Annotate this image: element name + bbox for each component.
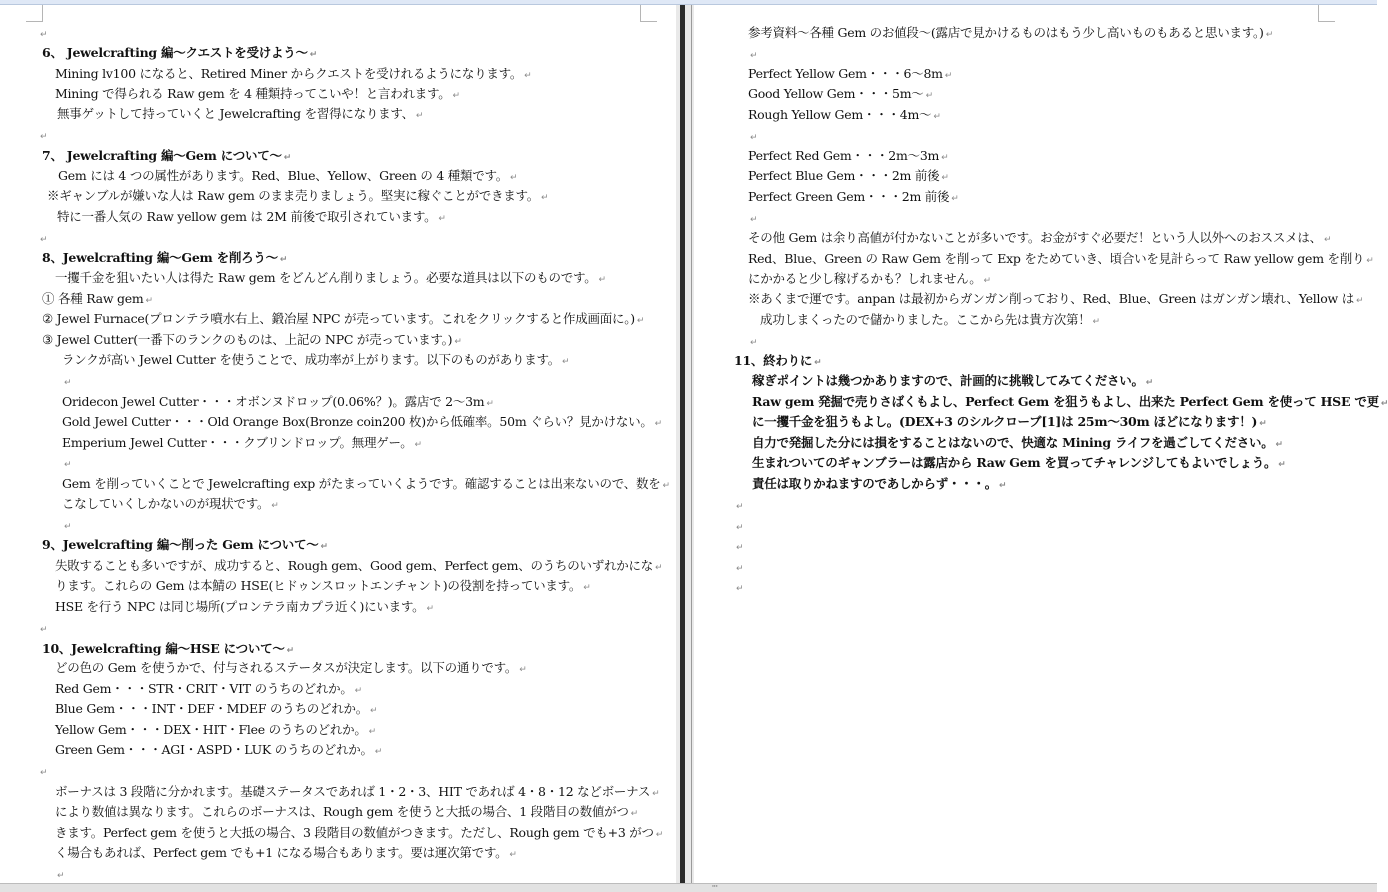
paragraph-mark-icon: ↵: [271, 501, 279, 511]
paragraph-mark-icon: ↵: [541, 193, 549, 203]
paragraph-mark-icon: ↵: [64, 378, 72, 388]
paragraph-mark-icon: ↵: [454, 337, 462, 347]
line-text: 8、Jewelcrafting 編～Gem を削ろう～: [42, 250, 278, 265]
text-line: [748, 146, 948, 166]
text-line: [748, 269, 991, 289]
line-text: ランクが高い Jewel Cutter を使うことで、成功率が上がります。以下のものがあります。: [62, 352, 560, 367]
line-text: Rough Yellow Gem・・・4m～: [748, 107, 932, 122]
text-line: [748, 166, 949, 186]
text-line: [55, 802, 638, 822]
text-line: [55, 843, 517, 863]
line-text: Mining lv100 になると、Retired Miner からクエストを受けれるようになります。: [55, 66, 523, 81]
line-text: に一攫千金を狙うもよし。(DEX+3 のシルクローブ[1]は 25m～30m ほどになります！): [752, 414, 1258, 429]
line-text: にかかると少し稼げるかも？しれません。: [748, 271, 982, 286]
text-line: [55, 782, 659, 802]
paragraph-mark-icon: ↵: [736, 502, 744, 512]
line-text: Red、Blue、Green の Raw Gem を削って Exp をためていき、頃合いを見計らって Raw yellow gem を削り: [748, 251, 1365, 266]
line-text: 11、終わりに: [734, 353, 813, 368]
paragraph-mark-icon: ↵: [426, 604, 434, 614]
paragraph-mark-icon: ↵: [951, 194, 959, 204]
text-line: [38, 228, 47, 248]
line-text: 自力で発掘した分には損をすることはないので、快適な Mining ライフを過ごしてください。: [752, 435, 1274, 450]
paragraph-mark-icon: ↵: [40, 235, 48, 245]
text-line: [748, 187, 959, 207]
text-line: [62, 371, 71, 391]
text-line: [734, 577, 743, 597]
line-text: ります。これらの Gem は本鯖の HSE(ヒドゥンスロットエンチャント)の役割を持っています。: [55, 578, 582, 593]
paragraph-mark-icon: ↵: [736, 543, 744, 553]
line-text: により数値は異なります。これらのボーナスは、Rough gem を使うと大抵の場合、1 段階目の数値がつ: [55, 804, 629, 819]
paragraph-mark-icon: ↵: [414, 440, 422, 450]
text-line: [760, 310, 1100, 330]
text-line: [38, 761, 47, 781]
paragraph-mark-icon: ↵: [519, 665, 527, 675]
line-text: く場合もあれば、Perfect gem でも+1 になる場合もあります。要は運次第です。: [55, 845, 508, 860]
text-line: [62, 350, 569, 370]
text-line: [734, 516, 743, 536]
paragraph-mark-icon: ↵: [583, 583, 591, 593]
text-line: [55, 556, 662, 576]
text-line: [55, 740, 382, 760]
text-line: [55, 658, 526, 678]
text-line: [57, 207, 446, 227]
paragraph-mark-icon: ↵: [925, 91, 933, 101]
text-line: [55, 576, 590, 596]
line-text: 成功しまくったので儲かりました。ここから先は貴方次第！: [760, 312, 1091, 327]
text-line: [748, 208, 757, 228]
text-line: [42, 43, 317, 63]
paragraph-mark-icon: ↵: [369, 706, 378, 716]
paragraph-mark-icon: ↵: [630, 809, 638, 819]
line-text: Gem を削っていくことで Jewelcrafting exp がたまっていくようです。確認することは出来ないので、数を: [62, 476, 661, 491]
line-text: Good Yellow Gem・・・5m～: [748, 86, 924, 101]
text-line: [62, 453, 71, 473]
margin-corner-mark: [640, 5, 657, 22]
line-text: Perfect Yellow Gem・・・6～8m: [748, 66, 943, 81]
paragraph-mark-icon: ↵: [1265, 30, 1273, 40]
text-line: [734, 351, 821, 371]
text-line: [734, 495, 743, 515]
paragraph-mark-icon: ↵: [662, 481, 670, 491]
paragraph-mark-icon: ↵: [944, 71, 953, 81]
line-text: Emperium Jewel Cutter・・・クブリンドロップ。無理ゲー。: [62, 435, 413, 450]
line-text: ボーナスは 3 段階に分かれます。基礎ステータスであれば 1・2・3、HIT であれば 4・8・12 などボーナス: [55, 784, 651, 799]
paragraph-mark-icon: ↵: [999, 481, 1007, 491]
line-text: 責任は取りかねますのであしからず・・・。: [752, 476, 998, 491]
paragraph-mark-icon: ↵: [354, 686, 362, 696]
text-line: [752, 474, 1006, 494]
paragraph-mark-icon: ↵: [655, 563, 663, 573]
text-line: [748, 289, 1363, 309]
text-line: [62, 494, 279, 514]
line-text: ② Jewel Furnace(プロンテラ噴水右上、鍛冶屋 NPC が売っています。これをクリックすると作成画面に。): [42, 311, 635, 326]
text-line: [42, 330, 462, 350]
paragraph-mark-icon: ↵: [415, 111, 424, 121]
line-text: Perfect Red Gem・・・2m～3m: [748, 148, 940, 163]
paragraph-mark-icon: ↵: [1278, 460, 1286, 470]
margin-corner-mark: [26, 5, 43, 22]
document-page-left[interactable]: [0, 5, 676, 883]
horizontal-scrollbar[interactable]: [0, 883, 1377, 892]
text-line: [748, 126, 757, 146]
paragraph-mark-icon: ↵: [1323, 235, 1332, 245]
text-line: [752, 453, 1286, 473]
paragraph-mark-icon: ↵: [374, 747, 382, 757]
paragraph-mark-icon: ↵: [1259, 419, 1267, 429]
paragraph-mark-icon: ↵: [438, 214, 446, 224]
paragraph-mark-icon: ↵: [57, 871, 65, 881]
text-line: [748, 105, 941, 125]
paragraph-mark-icon: ↵: [933, 112, 941, 122]
text-line: [752, 392, 1388, 412]
paragraph-mark-icon: ↵: [145, 296, 153, 306]
text-line: [42, 289, 153, 309]
paragraph-mark-icon: ↵: [654, 419, 662, 429]
line-text: 稼ぎポイントは幾つかありますので、計画的に挑戦してみてください。: [752, 373, 1144, 388]
paragraph-mark-icon: ↵: [510, 173, 518, 183]
paragraph-mark-icon: ↵: [736, 523, 744, 533]
text-line: [55, 679, 362, 699]
line-text: Mining で得られる Raw gem を 4 種類持ってこいや！と言われます。: [55, 86, 451, 101]
line-text: きます。Perfect gem を使うと大抵の場合、3 段階目の数値がつきます。ただし、Rough gem でも+3 がつ: [55, 825, 654, 840]
text-line: [42, 639, 294, 659]
scroll-grip-icon[interactable]: ''': [712, 884, 718, 892]
line-text: 9、Jewelcrafting 編～削った Gem について～: [42, 537, 319, 552]
text-line: [62, 474, 670, 494]
line-text: Perfect Green Gem・・・2m 前後: [748, 189, 950, 204]
paragraph-mark-icon: ↵: [309, 50, 318, 60]
text-line: [752, 371, 1153, 391]
line-text: ① 各種 Raw gem: [42, 291, 144, 306]
text-line: [47, 186, 548, 206]
paragraph-mark-icon: ↵: [652, 789, 660, 799]
margin-corner-mark: [1318, 5, 1335, 22]
paragraph-mark-icon: ↵: [40, 768, 48, 778]
text-line: [752, 412, 1267, 432]
paragraph-mark-icon: ↵: [736, 584, 744, 594]
text-line: [62, 433, 422, 453]
paragraph-mark-icon: ↵: [64, 522, 72, 532]
line-text: Perfect Blue Gem・・・2m 前後: [748, 168, 940, 183]
line-text: Yellow Gem・・・DEX・HIT・Flee のうちのどれか。: [55, 722, 367, 737]
paragraph-mark-icon: ↵: [1355, 296, 1364, 306]
paragraph-mark-icon: ↵: [486, 399, 494, 409]
text-line: [62, 392, 494, 412]
paragraph-mark-icon: ↵: [452, 91, 460, 101]
line-text: その他 Gem は余り高値が付かないことが多いです。お金がすぐ必要だ！という人以外へのおススメは、: [748, 230, 1322, 245]
line-text: 10、Jewelcrafting 編～HSE について～: [42, 641, 285, 656]
text-line: [748, 228, 1331, 248]
paragraph-mark-icon: ↵: [40, 30, 48, 40]
paragraph-mark-icon: ↵: [598, 275, 606, 285]
line-text: 7、 Jewelcrafting 編～Gem について～: [42, 148, 282, 163]
paragraph-mark-icon: ↵: [524, 71, 532, 81]
paragraph-mark-icon: ↵: [636, 316, 645, 326]
paragraph-mark-icon: ↵: [1275, 440, 1283, 450]
paragraph-mark-icon: ↵: [40, 625, 48, 635]
line-text: ③ Jewel Cutter(一番下のランクのものは、上記の NPC が売っています。): [42, 332, 453, 347]
paragraph-mark-icon: ↵: [1380, 399, 1388, 409]
line-text: Blue Gem・・・INT・DEF・MDEF のうちのどれか。: [55, 701, 368, 716]
text-line: [748, 23, 1273, 43]
page-shadow-bar: [680, 5, 685, 883]
text-line: [42, 309, 644, 329]
text-line: [42, 535, 328, 555]
text-line: [62, 412, 662, 432]
text-line: [748, 331, 757, 351]
paragraph-mark-icon: ↵: [40, 132, 48, 142]
line-text: Gem には 4 つの属性があります。Red、Blue、Yellow、Green の 4 種類です。: [58, 168, 509, 183]
line-text: こなしていくしかないのが現状です。: [62, 496, 270, 511]
paragraph-mark-icon: ↵: [561, 357, 570, 367]
text-line: [748, 64, 952, 84]
text-line: [748, 249, 1374, 269]
line-text: 特に一番人気の Raw yellow gem は 2M 前後で取引されています。: [57, 209, 437, 224]
paragraph-mark-icon: ↵: [368, 727, 376, 737]
line-text: ※あくまで運です。anpan は最初からガンガン削っており、Red、Blue、Green はガンガン壊れ、Yellow は: [748, 291, 1354, 306]
paragraph-mark-icon: ↵: [750, 51, 758, 61]
document-page-right[interactable]: [694, 5, 1388, 883]
text-line: [42, 248, 287, 268]
text-line: [748, 44, 757, 64]
line-text: Red Gem・・・STR・CRIT・VIT のうちのどれか。: [55, 681, 353, 696]
text-line: [55, 597, 434, 617]
line-text: 一攫千金を狙いたい人は得た Raw gem をどんどん削りましょう。必要な道具は以下のものです。: [55, 270, 597, 285]
paragraph-mark-icon: ↵: [1092, 317, 1100, 327]
text-line: [38, 125, 47, 145]
paragraph-mark-icon: ↵: [279, 255, 288, 265]
line-text: Oridecon Jewel Cutter・・・オボンヌドロップ(0.06%？)。露店で 2～3m: [62, 394, 485, 409]
text-line: [748, 84, 933, 104]
line-text: ※ギャンブルが嫌いな人は Raw gem のまま売りましょう。堅実に稼ぐことができます。: [47, 188, 540, 203]
text-line: [734, 536, 743, 556]
text-line: [55, 864, 64, 884]
text-line: [55, 268, 606, 288]
text-line: [55, 699, 377, 719]
paragraph-mark-icon: ↵: [983, 276, 991, 286]
paragraph-mark-icon: ↵: [750, 133, 758, 143]
line-text: 参考資料～各種 Gem のお値段～(露店で見かけるものはもう少し高いものもあると思います。): [748, 25, 1264, 40]
paragraph-mark-icon: ↵: [941, 173, 949, 183]
paragraph-mark-icon: ↵: [655, 830, 664, 840]
line-text: どの色の Gem を使うかで、付与されるステータスが決定します。以下の通りです。: [55, 660, 518, 675]
text-line: [57, 104, 423, 124]
line-text: 生まれついてのギャンブラーは露店から Raw Gem を買ってチャレンジしてもよいでしょう。: [752, 455, 1277, 470]
paragraph-mark-icon: ↵: [750, 215, 758, 225]
text-line: [55, 84, 460, 104]
text-line: [58, 166, 517, 186]
paragraph-mark-icon: ↵: [750, 338, 758, 348]
page-gutter: [676, 5, 694, 883]
paragraph-mark-icon: ↵: [320, 542, 328, 552]
text-line: [62, 515, 71, 535]
text-line: [38, 23, 47, 43]
line-text: 無事ゲットして持っていくと Jewelcrafting を習得になります、: [57, 106, 414, 121]
text-line: [55, 64, 531, 84]
text-line: [55, 720, 376, 740]
line-text: 失敗することも多いですが、成功すると、Rough gem、Good gem、Perfect gem、のうちのいずれかにな: [55, 558, 654, 573]
paragraph-mark-icon: ↵: [736, 564, 744, 574]
text-line: [42, 146, 291, 166]
paragraph-mark-icon: ↵: [814, 358, 822, 368]
line-text: HSE を行う NPC は同じ場所(プロンテラ南カプラ近く)にいます。: [55, 599, 425, 614]
paragraph-mark-icon: ↵: [286, 646, 294, 656]
line-text: Raw gem 発掘で売りさばくもよし、Perfect Gem を狙うもよし、出来た Perfect Gem を使って HSE で更: [752, 394, 1379, 409]
paragraph-mark-icon: ↵: [509, 850, 517, 860]
paragraph-mark-icon: ↵: [283, 153, 292, 163]
text-line: [734, 557, 743, 577]
paragraph-mark-icon: ↵: [64, 460, 72, 470]
text-line: [38, 618, 47, 638]
text-line: [55, 823, 663, 843]
line-text: 6、 Jewelcrafting 編～クエストを受けよう～: [42, 45, 308, 60]
paragraph-mark-icon: ↵: [941, 153, 949, 163]
page-edge-line: [691, 5, 692, 883]
text-line: [752, 433, 1283, 453]
paragraph-mark-icon: ↵: [1145, 378, 1154, 388]
line-text: Green Gem・・・AGI・ASPD・LUK のうちのどれか。: [55, 742, 373, 757]
paragraph-mark-icon: ↵: [1366, 256, 1374, 266]
line-text: Gold Jewel Cutter・・・Old Orange Box(Bronze coin200 枚)から低確率。50m ぐらい？見かけない。: [62, 414, 653, 429]
